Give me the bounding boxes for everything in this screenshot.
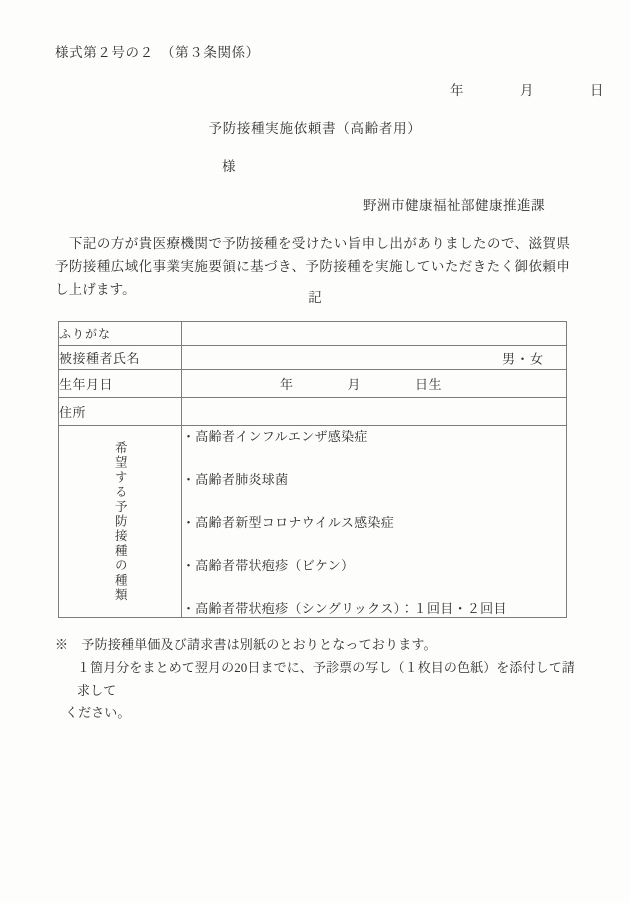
name-input[interactable] <box>182 346 567 370</box>
footnote-line-2: １箇月分をまとめて翌月の20日までに、予診票の写し（１枚目の色紙）を添付して請求して <box>77 659 575 698</box>
vaccine-option-covid19[interactable]: ・高齢者新型コロナウイルス感染症 <box>182 515 395 530</box>
vaccine-option-shingles-biken[interactable]: ・高齢者帯状疱疹（ビケン） <box>182 558 355 573</box>
page-title: 予防接種実施依頼書（高齢者用） <box>208 121 422 136</box>
address-label: 住所 <box>59 405 87 420</box>
footnote <box>55 634 575 725</box>
vaccine-options-cell <box>182 426 567 618</box>
vaccine-option-pneumococcal[interactable]: ・高齢者肺炎球菌 <box>182 472 289 487</box>
name-label: 被接種者氏名 <box>59 351 141 366</box>
table-row-furigana <box>59 322 567 346</box>
furigana-input[interactable] <box>182 322 567 346</box>
vaccine-option-shingles-shingrix[interactable]: ・高齢者帯状疱疹（シングリックス）：１回目・２回目 <box>182 601 507 616</box>
vaccine-section-label-cell <box>59 426 182 618</box>
table-row-birthdate <box>59 370 567 398</box>
applicant-table <box>58 321 567 618</box>
vaccine-section-label: 希望する予防接種の種類 <box>113 440 128 603</box>
table-row-vaccine-types <box>59 426 567 618</box>
vaccine-option-influenza[interactable]: ・高齢者インフルエンザ感染症 <box>182 429 368 444</box>
furigana-label: ふりがな <box>59 327 112 341</box>
name-label-cell <box>59 346 182 370</box>
address-input[interactable] <box>182 398 567 426</box>
date-line: 年 月 日 <box>450 83 604 98</box>
birthdate-value: 年 月 日生 <box>280 377 443 392</box>
form-number: 様式第２号の２ （第３条関係） <box>55 45 260 60</box>
addressee-line: 様 <box>222 159 236 174</box>
table-row-name <box>59 346 567 370</box>
table-row-address <box>59 398 567 426</box>
birthdate-label: 生年月日 <box>59 377 114 392</box>
furigana-label-cell <box>59 322 182 346</box>
address-label-cell <box>59 398 182 426</box>
body-paragraph: 下記の方が貴医療機関で予防接種を受けたい旨申し出がありましたので、滋賀県予防接種広域化事業実施要領に基づき、予防接種を実施していただきたく御依頼申し上げます。 <box>55 236 570 298</box>
footnote-line-1: ※ 予防接種単価及び請求書は別紙のとおりとなっております。 <box>55 637 437 652</box>
issuer-line: 野洲市健康福祉部健康推進課 <box>363 198 545 213</box>
ki-marker: 記 <box>308 290 322 305</box>
sex-options[interactable]: 男・女 <box>501 351 544 366</box>
birthdate-label-cell <box>59 370 182 398</box>
footnote-line-3: ください。 <box>65 705 131 721</box>
birthdate-input[interactable] <box>182 370 567 398</box>
